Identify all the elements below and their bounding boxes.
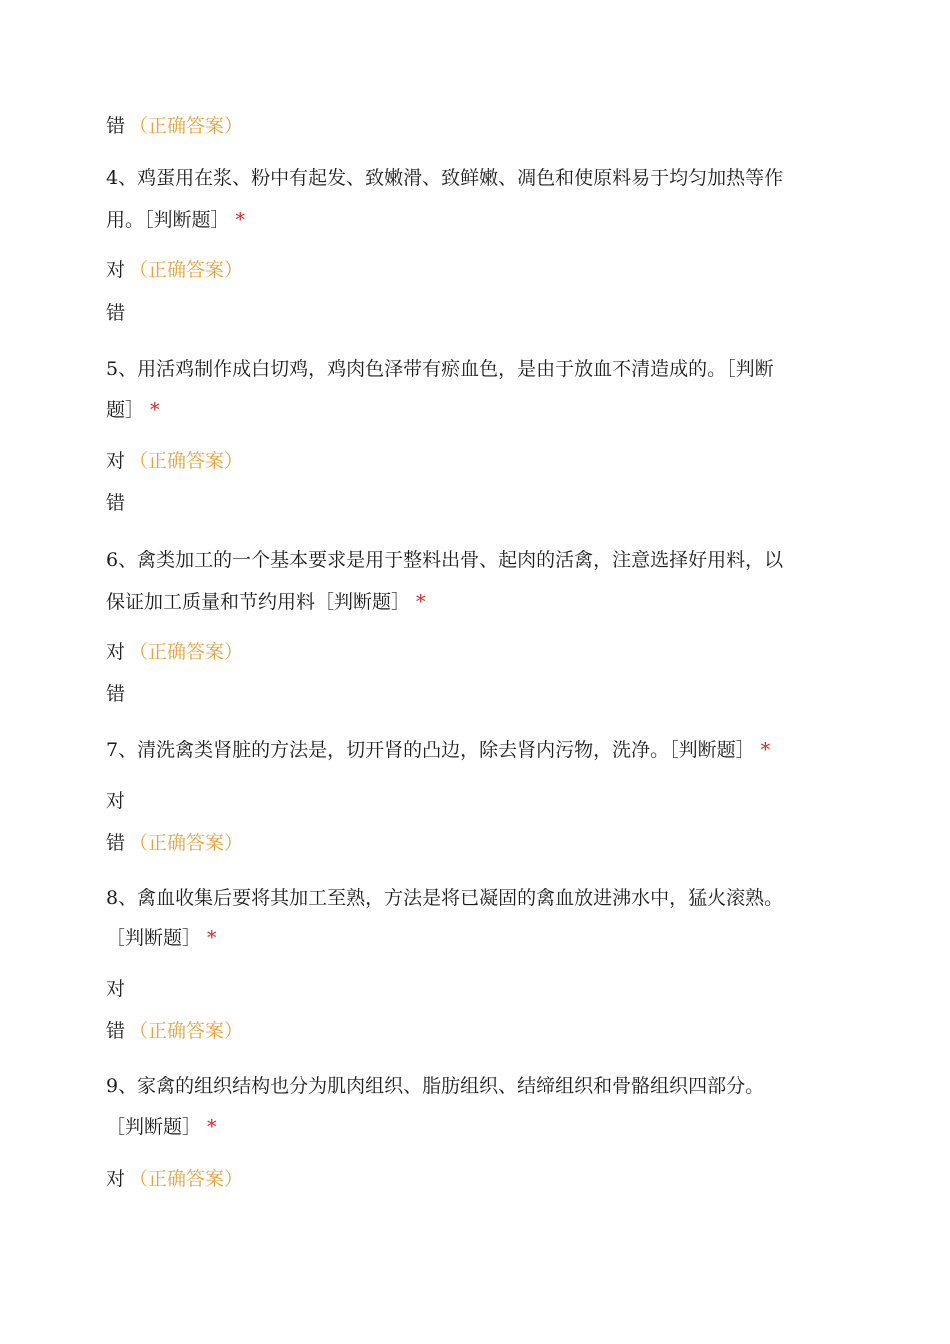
question-4-text-line1: 4、鸡蛋用在浆、粉中有起发、致嫩滑、致鲜嫩、凋色和使原料易于均匀加热等作 bbox=[106, 167, 784, 189]
question-7-option-false[interactable]: 错 （正确答案） bbox=[106, 832, 244, 854]
correct-answer-tag: （正确答案） bbox=[129, 115, 244, 137]
question-6-option-true[interactable]: 对 （正确答案） bbox=[106, 641, 244, 663]
question-7-option-true[interactable]: 对 bbox=[106, 790, 126, 812]
question-type: ［判断题］ bbox=[106, 927, 202, 949]
question-type: ［判断题］ bbox=[106, 1116, 202, 1138]
question-9-text-line2 bbox=[106, 1115, 836, 1139]
question-6-text-line2: 保证加工质量和节约用料［判断题］ * bbox=[106, 591, 426, 613]
question-8-option-true[interactable]: 对 bbox=[106, 978, 126, 1000]
question-5-option-false[interactable]: 错 bbox=[106, 492, 126, 514]
question-4-option-true[interactable]: 对 （正确答案） bbox=[106, 259, 244, 281]
required-mark: * bbox=[150, 399, 160, 421]
question-7-text-line1: 7、清洗禽类肾脏的方法是，切开肾的凸边，除去肾内污物，洗净。［判断题］ * bbox=[106, 739, 771, 761]
required-mark: * bbox=[760, 739, 771, 761]
required-mark: * bbox=[235, 209, 246, 231]
question-5-option-true[interactable]: 对 （正确答案） bbox=[106, 450, 244, 472]
question-4-option-false[interactable]: 错 bbox=[106, 302, 126, 324]
question-9-option-true[interactable]: 对 （正确答案） bbox=[106, 1168, 244, 1190]
correct-answer-tag: （正确答案） bbox=[129, 641, 244, 663]
question-4-text-line2: 用。［判断题］ * bbox=[106, 209, 246, 231]
option-label: 错 bbox=[106, 115, 126, 137]
question-8-text-line1: 8、禽血收集后要将其加工至熟，方法是将已凝固的禽血放进沸水中，猛火滚熟。 bbox=[106, 887, 784, 909]
question-6-option-false[interactable]: 错 bbox=[106, 683, 126, 705]
question-8-option-false[interactable]: 错 （正确答案） bbox=[106, 1020, 244, 1042]
option-false-prev[interactable] bbox=[106, 114, 243, 138]
correct-answer-tag: （正确答案） bbox=[129, 832, 244, 854]
correct-answer-tag: （正确答案） bbox=[129, 450, 244, 472]
question-type: ［判断题］ bbox=[669, 739, 755, 761]
question-6-text-line1: 6、禽类加工的一个基本要求是用于整料出骨、起肉的活禽，注意选择好用料，以 bbox=[106, 549, 784, 571]
correct-answer-tag: （正确答案） bbox=[129, 1168, 244, 1190]
question-8-text-line2 bbox=[106, 926, 836, 950]
question-5-text-line1: 5、用活鸡制作成白切鸡，鸡肉色泽带有瘀血色，是由于放血不清造成的。［判断 bbox=[106, 358, 774, 380]
question-5-text-line2: 题］ * bbox=[106, 399, 160, 421]
correct-answer-tag: （正确答案） bbox=[129, 1020, 244, 1042]
required-mark: * bbox=[207, 1116, 217, 1138]
required-mark: * bbox=[416, 591, 426, 613]
question-type: ［判断题］ bbox=[315, 591, 411, 613]
required-mark: * bbox=[207, 927, 217, 949]
correct-answer-tag: （正确答案） bbox=[129, 259, 244, 281]
question-type: ［判断题］ bbox=[144, 209, 230, 231]
question-9-text-line1: 9、家禽的组织结构也分为肌肉组织、脂肪组织、结缔组织和骨骼组织四部分。 bbox=[106, 1075, 765, 1097]
